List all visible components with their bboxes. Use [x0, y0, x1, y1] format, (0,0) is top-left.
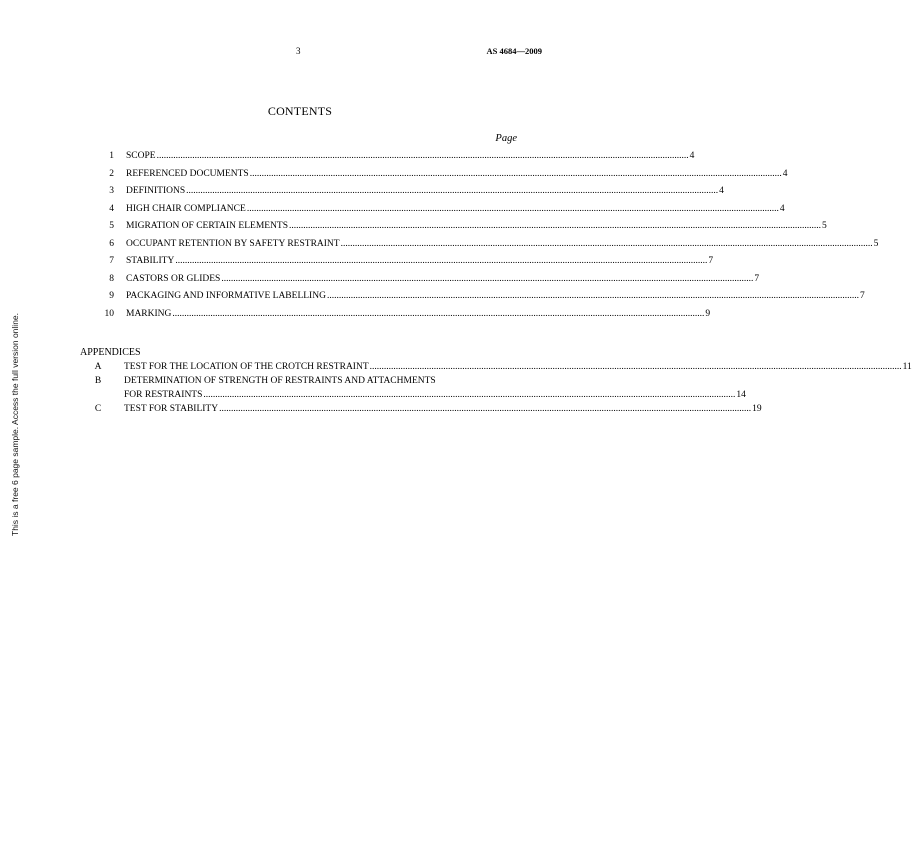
appendix-title-continued: FOR RESTRAINTS — [124, 390, 203, 400]
toc-page: 9 — [705, 308, 711, 319]
toc-entry[interactable] — [96, 168, 788, 187]
toc-number: 5 — [109, 221, 114, 231]
toc-number: 10 — [104, 308, 114, 319]
toc-page: 4 — [689, 151, 695, 161]
appendix-page: 11 — [902, 362, 912, 372]
standard-code: AS 4684—2009 — [486, 46, 542, 56]
toc-page: 7 — [859, 291, 865, 301]
leader-dots — [175, 256, 707, 266]
toc-title: MIGRATION OF CERTAIN ELEMENTS — [126, 221, 289, 231]
leader-dots — [250, 169, 782, 179]
leader-dots — [327, 291, 859, 301]
leader-dots — [289, 221, 821, 231]
toc-number: 7 — [109, 256, 114, 266]
leader-dots — [157, 151, 689, 161]
page-column-label: Page — [495, 133, 517, 144]
leader-dots — [203, 388, 735, 402]
toc-title: STABILITY — [126, 256, 175, 266]
table-of-contents — [96, 151, 879, 326]
toc-number: 2 — [109, 168, 114, 179]
toc-number: 3 — [109, 186, 114, 196]
leader-dots — [221, 274, 753, 284]
appendix-title: TEST FOR THE LOCATION OF THE CROTCH RESTRAINT — [124, 362, 369, 372]
toc-page: 4 — [719, 186, 724, 196]
contents-title: CONTENTS — [267, 104, 333, 118]
toc-title: CASTORS OR GLIDES — [126, 273, 221, 284]
leader-dots — [370, 360, 902, 374]
leader-dots — [186, 186, 718, 196]
toc-page: 4 — [782, 168, 788, 179]
appendix-entry[interactable] — [92, 360, 912, 374]
leader-dots — [247, 204, 779, 214]
toc-entry[interactable] — [96, 291, 865, 309]
sample-side-note: This is a free 6 page sample. Access the full version online. — [10, 312, 20, 536]
appendix-letter: C — [94, 404, 102, 414]
appendix-page: 19 — [752, 404, 762, 414]
toc-number: 8 — [109, 273, 114, 284]
appendix-page: 14 — [736, 390, 746, 400]
toc-page: 5 — [822, 221, 827, 231]
appendices-list — [92, 360, 912, 416]
toc-title: HIGH CHAIR COMPLIANCE — [126, 203, 246, 214]
toc-entry[interactable] — [96, 221, 827, 239]
leader-dots — [219, 402, 751, 416]
appendix-letter: B — [94, 376, 102, 386]
toc-number: 1 — [109, 151, 114, 161]
appendix-title: DETERMINATION OF STRENGTH OF RESTRAINTS AND ATTACHMENTS — [124, 376, 436, 386]
toc-title: PACKAGING AND INFORMATIVE LABELLING — [126, 291, 326, 301]
page-number: 3 — [296, 46, 301, 56]
toc-title: SCOPE — [126, 151, 156, 161]
appendix-entry[interactable] — [92, 374, 518, 388]
toc-title: REFERENCED DOCUMENTS — [126, 168, 249, 179]
toc-number: 9 — [109, 291, 114, 301]
toc-number: 6 — [109, 238, 114, 249]
toc-entry[interactable] — [96, 186, 724, 204]
toc-page: 5 — [873, 238, 879, 249]
toc-page: 7 — [754, 273, 760, 284]
toc-entry[interactable] — [96, 151, 695, 169]
toc-entry[interactable] — [96, 238, 879, 257]
leader-dots — [341, 239, 873, 249]
toc-entry[interactable] — [96, 273, 760, 292]
appendix-entry-continuation[interactable] — [92, 388, 746, 402]
toc-page: 7 — [708, 256, 714, 266]
toc-page: 4 — [779, 203, 785, 214]
toc-entry[interactable] — [96, 308, 711, 327]
toc-title: DEFINITIONS — [126, 186, 186, 196]
toc-entry[interactable] — [96, 256, 714, 274]
appendix-title: TEST FOR STABILITY — [124, 404, 219, 414]
toc-number: 4 — [109, 203, 114, 214]
toc-title: MARKING — [126, 308, 172, 319]
appendix-entry[interactable] — [92, 402, 762, 416]
toc-entry[interactable] — [96, 203, 785, 222]
toc-title: OCCUPANT RETENTION BY SAFETY RESTRAINT — [126, 238, 340, 249]
leader-dots — [172, 309, 704, 319]
appendix-letter: A — [94, 362, 102, 372]
appendices-heading: APPENDICES — [80, 347, 141, 358]
